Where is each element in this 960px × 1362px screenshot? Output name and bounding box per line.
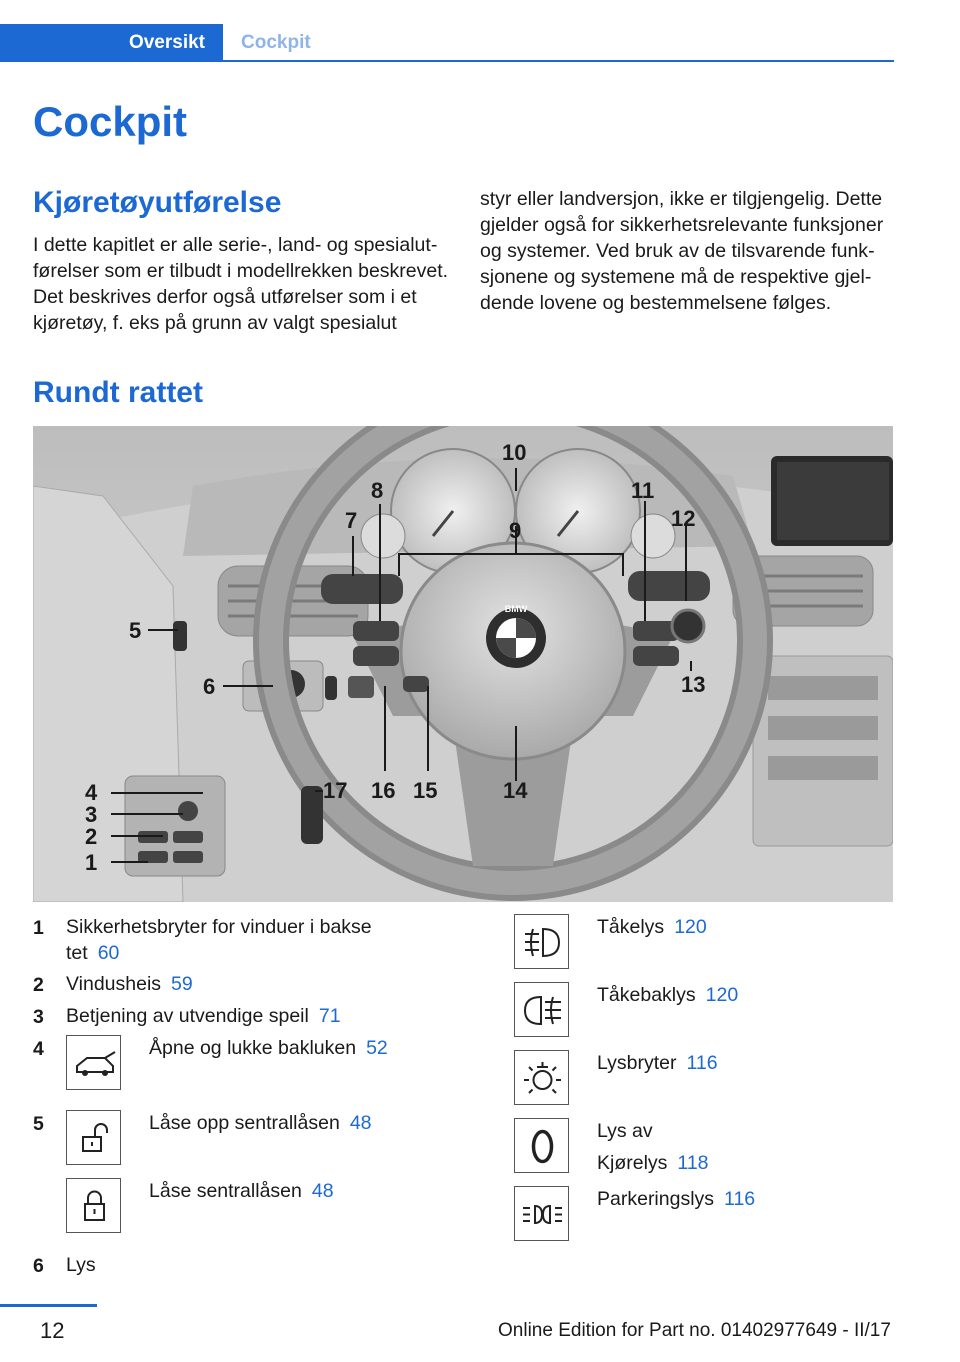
subsection-title: Rundt rattet [33,376,203,409]
callout-10: 10 [502,440,527,465]
page-ref-link[interactable]: 118 [677,1152,709,1174]
callout-13: 13 [681,672,706,697]
callout-9: 9 [509,518,522,543]
edition-note: Online Edition for Part no. 01402977649 - II/17 [498,1320,891,1341]
callout-11: 11 [631,478,655,503]
legend-num-3: 3 [33,1006,44,1028]
intro-text-right: styr eller landversjon, ikke er tilgjengelig. Dette gjelder også for sikkerhetsrelevante funksjoner og systemer. Ved bruk av de tilsvarende funksjonene og systemene må de respektive gjeldende lovene og bestemmelsene følges. [480,188,884,314]
page-ref-link[interactable]: 60 [97,942,120,964]
legend-label: Lys av [597,1120,653,1142]
callout-4: 4 [85,780,98,805]
legend-item-daytime-lights [597,1150,709,1176]
legend-label: Sikkerhetsbryter for vinduer i bakse [66,916,372,938]
top-navigation [0,24,894,62]
legend-label: Kjørelys [597,1152,668,1174]
legend-item-parking-light [597,1186,755,1212]
legend-label: Betjening av utvendige speil [66,1005,309,1027]
legend-label: Tåkebaklys [597,984,696,1006]
legend-item-5b [149,1178,334,1204]
legend-num-1: 1 [33,917,44,939]
callout-14: 14 [503,778,528,803]
intro-text-left: I dette kapitlet er alle serie-, land- og spesialutførelser som er tilbudt i modellrekken beskrevet. Det beskrives derfor også utførelser som i et kjøretøy, f. eks på grunn av valgt spesialut [33,234,449,334]
page-ref-link[interactable]: 48 [349,1112,372,1134]
legend-label: Lysbryter [597,1052,677,1074]
unlock-icon [66,1110,121,1165]
footer-divider [0,1304,97,1307]
legend-item-4 [149,1035,388,1061]
legend-label: Åpne og lukke bakluken [149,1037,357,1059]
legend-num-5: 5 [33,1113,44,1135]
callout-2: 2 [85,824,98,849]
legend-label: Låse sentrallåsen [149,1180,302,1202]
legend-item-lights-off [597,1118,653,1144]
page-ref-link[interactable]: 52 [366,1037,388,1059]
front-fog-light-icon [514,914,569,969]
legend-num-2: 2 [33,974,44,996]
callout-8: 8 [371,478,384,503]
light-switch-icon [514,1050,569,1105]
legend-item-1 [66,914,466,966]
tailgate-icon [66,1035,121,1090]
page-ref-link[interactable]: 116 [686,1052,718,1074]
callout-12: 12 [671,506,696,531]
page-ref-link[interactable]: 59 [171,973,193,995]
page-ref-link[interactable]: 71 [318,1005,341,1027]
lock-icon [66,1178,121,1233]
page-title: Cockpit [33,98,188,145]
legend-item-2 [66,971,193,997]
callout-15: 15 [413,778,438,803]
cockpit-illustration [33,426,893,902]
legend-num-6: 6 [33,1255,44,1277]
callout-16: 16 [371,778,396,803]
callout-3: 3 [85,802,98,827]
legend-item-3 [66,1003,341,1029]
callout-5: 5 [129,618,142,643]
legend-label: Parkeringslys [597,1188,715,1210]
legend-item-rear-fog [597,982,738,1008]
page-ref-link[interactable]: 120 [705,984,739,1006]
callout-7: 7 [345,508,358,533]
callout-1: 1 [85,850,98,875]
lights-off-icon [514,1118,569,1173]
page-ref-link[interactable]: 116 [724,1188,756,1210]
callout-6: 6 [203,674,216,699]
legend-item-front-fog [597,914,707,940]
legend-item-6 [66,1252,96,1278]
legend-label: Vindusheis [66,973,162,995]
parking-light-icon [514,1186,569,1241]
tab-oversikt[interactable]: Oversikt [0,24,223,61]
callout-17: 17 [323,778,348,803]
legend-label: Tåkelys [597,916,665,938]
legend-label: Lys [66,1254,96,1276]
tab-cockpit[interactable]: Cockpit [241,32,311,53]
rear-fog-light-icon [514,982,569,1037]
page-ref-link[interactable]: 120 [674,916,707,938]
legend-label: tet [66,942,88,964]
page-ref-link[interactable]: 48 [311,1180,334,1202]
legend-item-light-switch [597,1050,718,1076]
section-title: Kjøretøyutførelse [33,186,282,219]
legend-item-5 [149,1110,372,1136]
legend-num-4: 4 [33,1038,44,1060]
legend-label: Låse opp sentrallåsen [149,1112,340,1134]
page-number: 12 [40,1318,65,1343]
bmw-badge-text: BMW [504,604,528,614]
